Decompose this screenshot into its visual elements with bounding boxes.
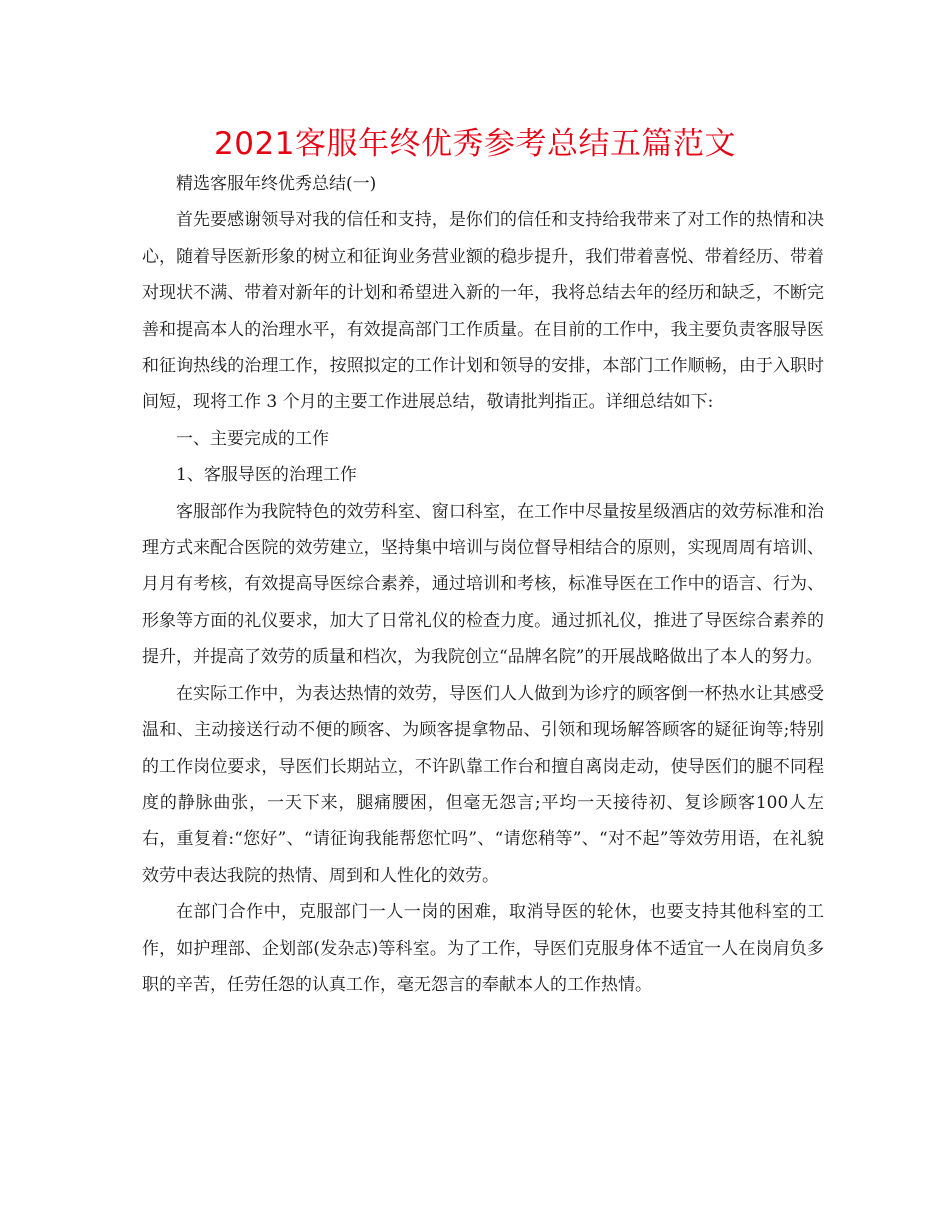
document-body bbox=[142, 166, 824, 1003]
paragraph-department-cooperation: 在部门合作中，克服部门一人一岗的困难，取消导医的轮休，也要支持其他科室的工作，如护理部、企划部(发杂志)等科室。为了工作，导医们克服身体不适宜一人在岗肩负多职的辛苦，任劳任怨的认真工作，毫无怨言的奉献本人的工作热情。 bbox=[142, 902, 824, 995]
section-heading-main-work: 一、主要完成的工作 bbox=[176, 428, 329, 449]
paragraph-actual-work: 在实际工作中，为表达热情的效劳，导医们人人做到为诊疗的顾客倒一杯热水让其感受温和、主动接送行动不便的顾客、为顾客提拿物品、引领和现场解答顾客的疑征询等;特别的工作岗位要求，导医们长期站立，不许趴靠工作台和擅自离岗走动，使导医们的腿不同程度的静脉曲张，一天下来，腿痛腰困，但毫无怨言;平均一天接待初、复诊顾客100人左右，重复着:“您好”、“请征询我能帮您忙吗”、“请您稍等”、“对不起”等效劳用语，在礼貌效劳中表达我院的热情、周到和人性化的效劳。 bbox=[142, 683, 824, 886]
section-heading-selected-summary: 精选客服年终优秀总结(一) bbox=[176, 174, 377, 194]
paragraph-intro: 首先要感谢领导对我的信任和支持，是你们的信任和支持给我带来了对工作的热情和决心，随着导医新形象的树立和征询业务营业额的稳步提升，我们带着喜悦、带着经历、带着对现状不满、带着对新年的计划和希望进入新的一年，我将总结去年的经历和缺乏，不断完善和提高本人的治理水平，有效提高部门工作质量。在目前的工作中，我主要负责客服导医和征询热线的治理工作，按照拟定的工作计划和领导的安排，本部门工作顺畅，由于入职时间短，现将工作 3 个月的主要工作进展总结，敬请批判指正。详细总结如下: bbox=[142, 210, 824, 413]
subsection-heading-guide-management: 1、客服导医的治理工作 bbox=[176, 465, 357, 486]
document-title: 2021客服年终优秀参考总结五篇范文 bbox=[214, 126, 736, 162]
paragraph-service-department: 客服部作为我院特色的效劳科室、窗口科室，在工作中尽量按星级酒店的效劳标准和治理方式来配合医院的效劳建立，坚持集中培训与岗位督导相结合的原则，实现周周有培训、月月有考核，有效提高导医综合素养，通过培训和考核，标准导医在工作中的语言、行为、形象等方面的礼仪要求，加大了日常礼仪的检查力度。通过抓礼仪，推进了导医综合素养的提升，并提高了效劳的质量和档次，为我院创立“品牌名院”的开展战略做出了本人的努力。 bbox=[142, 501, 824, 668]
